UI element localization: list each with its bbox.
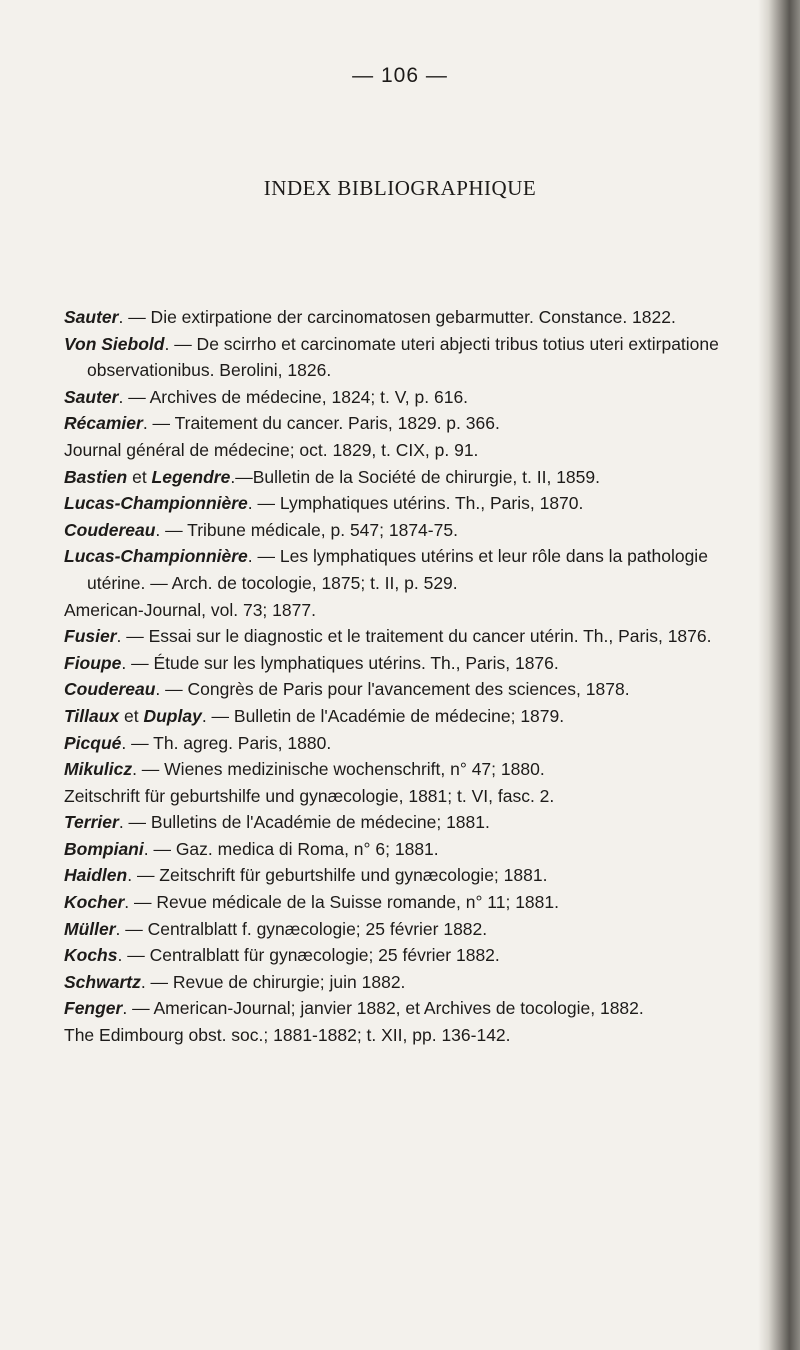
- entry-text: . — Lymphatiques utérins. Th., Paris, 1870.: [247, 493, 584, 514]
- entry-author: Fenger: [64, 998, 123, 1019]
- entry-author: Fioupe: [64, 652, 122, 673]
- entry-author: Müller: [64, 918, 116, 939]
- entry-text: . — Les lymphatiques utérins et leur rôle dans la pathologie utérine. — Arch. de tocologie, 1875; t. II, p. 529.: [87, 546, 708, 593]
- page-edge-shadow: [758, 0, 800, 1350]
- entry-text: . — Revue de chirurgie; juin 1882.: [140, 971, 406, 992]
- bibliography-entry: [64, 331, 722, 384]
- bibliography-entry: [64, 889, 722, 916]
- bibliography-entry: [64, 703, 722, 730]
- entry-text: .—Bulletin de la Société de chirurgie, t. II, 1859.: [230, 466, 600, 487]
- entry-text: . — Centralblatt für gynæcologie; 25 février 1882.: [117, 945, 500, 966]
- bibliography-list: [64, 304, 722, 1049]
- bibliography-entry: [64, 623, 722, 650]
- entry-text: . — Centralblatt f. gynæcologie; 25 février 1882.: [115, 918, 488, 939]
- bibliography-entry: [64, 995, 722, 1022]
- bibliography-entry: [64, 969, 722, 996]
- entry-author: Legendre: [151, 466, 231, 487]
- bibliography-entry: [64, 490, 722, 517]
- entry-text: . — Traitement du cancer. Paris, 1829. p. 366.: [142, 413, 500, 434]
- entry-text: . — Wienes medizinische wochenschrift, n° 47; 1880.: [132, 759, 545, 780]
- bibliography-entry: [64, 862, 722, 889]
- bibliography-entry: [64, 650, 722, 677]
- bibliography-entry: [64, 437, 722, 464]
- entry-author: Lucas-Championnière: [64, 493, 248, 514]
- entry-text: . — Tribune médicale, p. 547; 1874-75.: [155, 519, 458, 540]
- entry-text: . — Zeitschrift für geburtshilfe und gynæcologie; 1881.: [127, 865, 548, 886]
- entry-author: Tillaux: [64, 705, 120, 726]
- entry-author: Sauter: [64, 386, 119, 407]
- bibliography-entry: [64, 384, 722, 411]
- entry-author: Récamier: [64, 413, 143, 434]
- entry-author-joiner: et: [127, 466, 152, 487]
- entry-text: . — American-Journal; janvier 1882, et Archives de tocologie, 1882.: [122, 998, 644, 1019]
- page-number: — 106 —: [352, 64, 448, 87]
- entry-author: Mikulicz: [64, 759, 133, 780]
- entry-text: . — Congrès de Paris pour l'avancement des sciences, 1878.: [155, 679, 630, 700]
- entry-author: Bompiani: [64, 838, 144, 859]
- bibliography-entry: [64, 783, 722, 810]
- entry-author: Haidlen: [64, 865, 128, 886]
- entry-text: . — Bulletins de l'Académie de médecine; 1881.: [118, 812, 490, 833]
- entry-text: . — Gaz. medica di Roma, n° 6; 1881.: [143, 838, 439, 859]
- bibliography-entry: [64, 942, 722, 969]
- bibliography-entry: [64, 304, 722, 331]
- entry-text: . — De scirrho et carcinomate uteri abjecti tribus totius uteri extirpatione observationibus. Berolini, 1826.: [87, 333, 719, 381]
- bibliography-entry: [64, 1022, 722, 1049]
- entry-author: Von Siebold: [64, 333, 165, 354]
- page-title: INDEX BIBLIOGRAPHIQUE: [263, 176, 537, 200]
- entry-author: Bastien: [64, 466, 128, 487]
- entry-author: Terrier: [64, 812, 119, 833]
- entry-text: Journal général de médecine; oct. 1829, t. CIX, p. 91.: [64, 439, 479, 460]
- entry-text: Zeitschrift für geburtshilfe und gynæcologie, 1881; t. VI, fasc. 2.: [64, 785, 555, 806]
- bibliography-entry: [64, 676, 722, 703]
- entry-text: . — Essai sur le diagnostic et le traitement du cancer utérin. Th., Paris, 1876.: [116, 626, 712, 647]
- bibliography-entry: [64, 517, 722, 544]
- bibliography-entry: [64, 597, 722, 624]
- entry-author: Coudereau: [64, 519, 156, 540]
- bibliography-entry: [64, 836, 722, 863]
- bibliography-entry: [64, 756, 722, 783]
- entry-text: . — Bulletin de l'Académie de médecine; 1879.: [201, 705, 565, 726]
- bibliography-entry: [64, 543, 722, 596]
- bibliography-entry: [64, 916, 722, 943]
- entry-author: Picqué: [64, 732, 122, 753]
- bibliography-entry: [64, 730, 722, 757]
- entry-text: . — Die extirpatione der carcinomatosen gebarmutter. Constance. 1822.: [118, 307, 676, 327]
- entry-author: Coudereau: [64, 679, 156, 700]
- bibliography-entry: [64, 464, 722, 491]
- entry-text: . — Archives de médecine, 1824; t. V, p. 616.: [118, 386, 469, 407]
- entry-author: Kocher: [64, 892, 125, 913]
- entry-author: Kochs: [64, 945, 118, 966]
- entry-author: Sauter: [64, 307, 119, 327]
- entry-author: Schwartz: [64, 971, 141, 992]
- entry-author: Lucas-Championnière: [64, 546, 248, 567]
- bibliography-entry: [64, 809, 722, 836]
- entry-author-joiner: et: [119, 705, 144, 726]
- entry-text: . — Th. agreg. Paris, 1880.: [121, 732, 332, 753]
- entry-text: . — Revue médicale de la Suisse romande, n° 11; 1881.: [124, 892, 559, 913]
- bibliography-entry: [64, 410, 722, 437]
- entry-author: Duplay: [143, 705, 202, 726]
- entry-text: The Edimbourg obst. soc.; 1881-1882; t. XII, pp. 136-142.: [64, 1025, 511, 1046]
- entry-text: American-Journal, vol. 73; 1877.: [64, 599, 316, 620]
- entry-author: Fusier: [64, 626, 117, 647]
- entry-text: . — Étude sur les lymphatiques utérins. Th., Paris, 1876.: [121, 652, 559, 673]
